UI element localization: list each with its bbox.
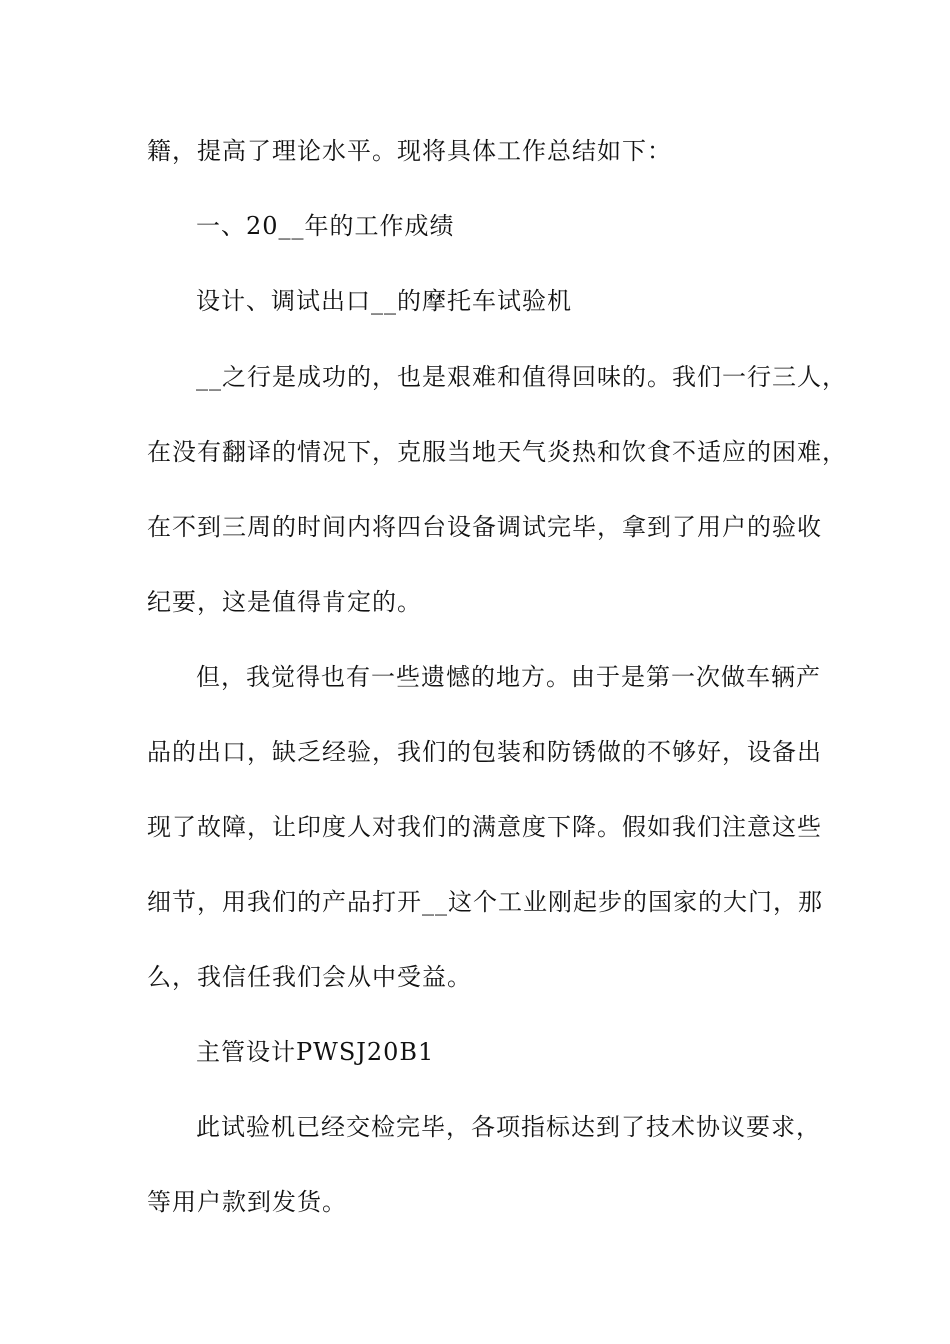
paragraph-line: 在不到三周的时间内将四台设备调试完毕，拿到了用户的验收 [147, 513, 822, 541]
paragraph-line: 籍，提高了理论水平。现将具体工作总结如下： [147, 137, 672, 165]
paragraph-line: 在没有翻译的情况下，克服当地天气炎热和饮食不适应的困难， [147, 438, 847, 466]
paragraph-line: 现了故障，让印度人对我们的满意度下降。假如我们注意这些 [147, 813, 822, 841]
paragraph-line: 么，我信任我们会从中受益。 [147, 963, 472, 991]
subsection-heading: 设计、调试出口__的摩托车试验机 [196, 287, 572, 315]
paragraph-line: 细节，用我们的产品打开__这个工业刚起步的国家的大门，那 [147, 888, 823, 916]
paragraph-line: 品的出口，缺乏经验，我们的包装和防锈做的不够好，设备出 [147, 738, 822, 766]
paragraph-line: 此试验机已经交检完毕，各项指标达到了技术协议要求， [196, 1113, 821, 1141]
paragraph-line: __之行是成功的，也是艰难和值得回味的。我们一行三人， [196, 363, 847, 391]
paragraph-line: 但，我觉得也有一些遗憾的地方。由于是第一次做车辆产 [196, 663, 821, 691]
paragraph-line: 纪要，这是值得肯定的。 [147, 588, 422, 616]
paragraph-line: 等用户款到发货。 [147, 1188, 347, 1216]
subsection-heading: 主管设计PWSJ20B1 [196, 1038, 435, 1066]
section-heading: 一、20__年的工作成绩 [196, 212, 455, 240]
